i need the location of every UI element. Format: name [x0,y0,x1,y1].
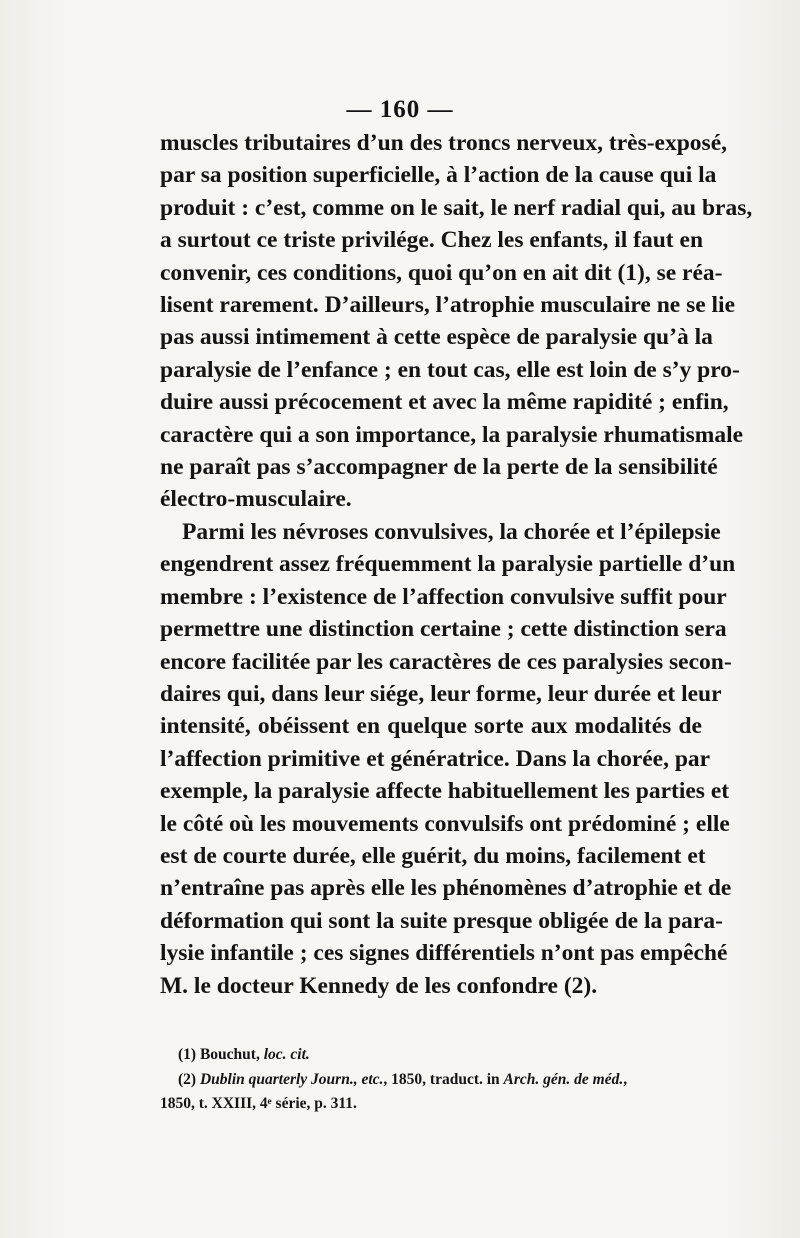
footnote-text: , 1850, traduct. in [383,1070,500,1088]
footnotes [160,1043,702,1117]
text-line: produit : c’est, comme on le sait, le nerf radial qui, au bras, [160,194,753,221]
text-line: ne paraît pas s’accompagner de la perte de la sensibilité [160,454,718,481]
footnote-author: Bouchut, [199,1046,260,1063]
text-line: le côté où les mouvements convulsifs ont prédominé ; elle [160,810,730,837]
footnote-archive: Arch. gén. de méd. [503,1070,624,1088]
footnote-1 [160,1043,702,1068]
footnote-2 [160,1068,702,1093]
text-line: lysie infantile ; ces signes différentiels n’ont pas empêché [160,940,728,967]
footnote-journal: Dublin quarterly Journ., etc. [199,1070,384,1088]
text-line: M. le docteur Kennedy de les confondre (2). [160,972,598,999]
text-line: lisent rarement. D’ailleurs, l’atrophie musculaire ne se lie [160,292,736,319]
text-line: Parmi les névroses convulsives, la chorée et l’épilepsie [182,518,721,545]
text-line: engendrent assez fréquemment la paralysie partielle d’un [160,551,736,578]
footnote-mark: (1) [178,1046,197,1063]
page-number-header: — 160 — [346,96,454,123]
text-line: pas aussi intimement à cette espèce de paralysie qu’à la [160,324,713,351]
text-line: électro-musculaire. [160,486,352,513]
text-line: exemple, la paralysie affecte habituellement les parties et [160,778,730,805]
text-line: muscles tributaires d’un des troncs nerveux, très-exposé, [160,130,728,156]
paragraph-1 [160,127,753,516]
text-line: l’affection primitive et génératrice. Dans la chorée, par [160,745,711,772]
text-line: encore facilitée par les caractères de ces paralysies secon- [160,648,732,675]
footnote-2-continued: 1850, t. XXIII, 4ᵉ série, p. 311. [160,1095,357,1112]
text-line: déformation qui sont la suite presque obligée de la para- [160,907,723,934]
text-line: permettre une distinction certaine ; cette distinction sera [160,616,727,643]
text-line: n’entraîne pas après elle les phénomènes d’atrophie et de [160,875,732,902]
paragraph-2 [160,516,736,1002]
footnote-mark: (2) [178,1070,197,1088]
text-line: convenir, ces conditions, quoi qu’on en ait dit (1), se réa- [160,259,723,286]
text-line: paralysie de l’enfance ; en tout cas, elle est loin de s’y pro- [160,356,740,383]
text-line: par sa position superficielle, à l’action de la cause qui la [160,162,717,189]
text-line: membre : l’existence de l’affection convulsive suffit pour [160,583,727,610]
text-line: a surtout ce triste privilége. Chez les enfants, il faut en [160,227,704,254]
text-line: intensité, obéissent en quelque sorte aux modalités de [160,713,702,740]
text-line: duire aussi précocement et avec la même rapidité ; enfin, [160,389,729,416]
footnote-text: , [623,1070,628,1088]
text-line: daires qui, dans leur siége, leur forme, leur durée et leur [160,680,722,707]
text-line: est de courte durée, elle guérit, du moins, facilement et [160,842,706,869]
main-text [160,127,753,1002]
footnote-ref: loc. cit. [263,1046,310,1063]
text-line: caractère qui a son importance, la paralysie rhumatismale [160,421,744,448]
